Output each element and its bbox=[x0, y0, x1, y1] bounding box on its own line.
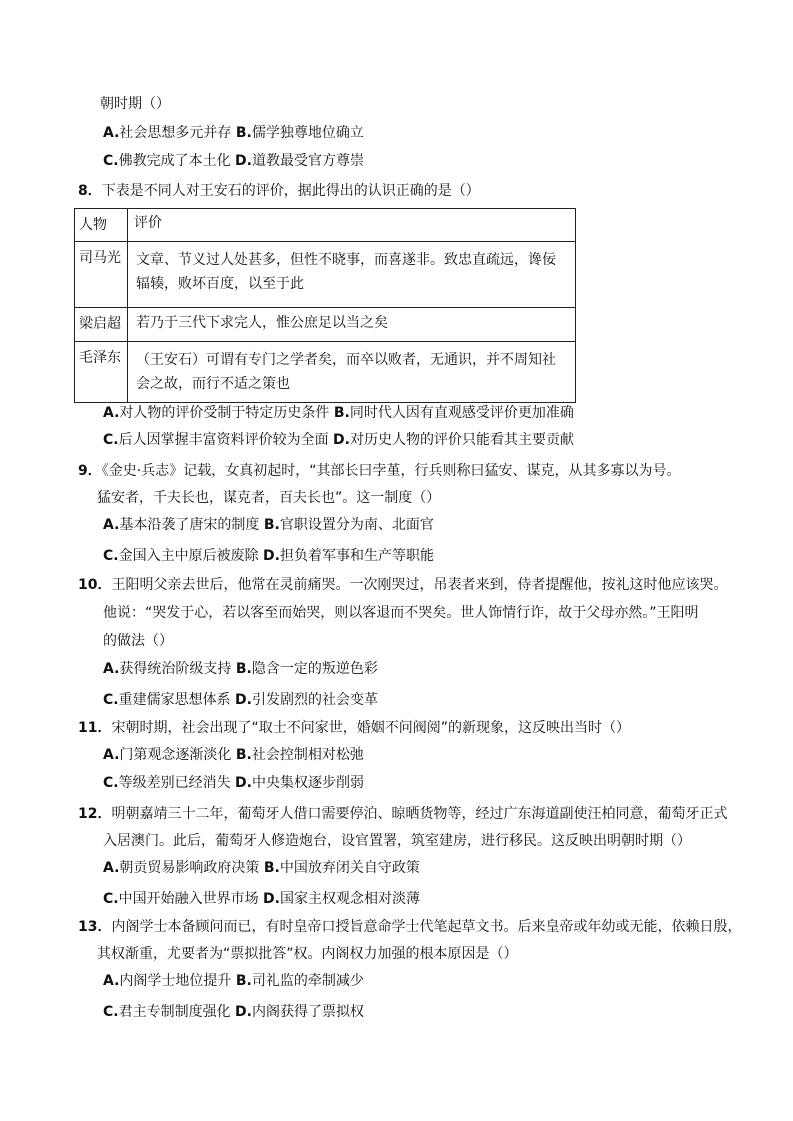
q8-options-ab bbox=[103, 404, 574, 422]
q11-option-c-text: 等级差别已经消失 bbox=[118, 775, 231, 791]
q13-option-b-text: 司礼监的牵制减少 bbox=[251, 973, 364, 989]
q13-number: 13． bbox=[78, 919, 112, 935]
q10-option-c-text: 重建儒家思想体系 bbox=[118, 692, 231, 708]
q10-stem-line3 bbox=[103, 632, 173, 650]
q7-options-cd bbox=[103, 152, 364, 170]
q9-option-c-label[interactable]: C. bbox=[103, 548, 119, 564]
header-evaluation: 评价 bbox=[128, 209, 576, 242]
row-person: 梁启超 bbox=[75, 308, 128, 342]
q13-stem-line1 bbox=[78, 918, 741, 936]
table-header-row bbox=[75, 209, 576, 242]
q8-option-a-label[interactable]: A. bbox=[103, 405, 120, 421]
q8-option-b-text: 同时代人因有直观感受评价更加准确 bbox=[349, 405, 574, 421]
q10-option-c-label[interactable]: C. bbox=[103, 692, 119, 708]
row-person: 司马光 bbox=[75, 242, 128, 308]
q10-stem-text: 王阳明父亲去世后，他常在灵前痛哭。一次刚哭过，吊表者来到，侍者提醒他，按礼这时他应该哭。 bbox=[111, 577, 728, 593]
q7-stem-tail bbox=[100, 95, 170, 113]
q7-stem-text: 朝时期（） bbox=[100, 96, 170, 112]
q13-stem-text: 其权渐重，尤要者为“票拟批答”权。内阁权力加强的根本原因是（） bbox=[97, 946, 518, 962]
q10-options-ab bbox=[103, 660, 378, 678]
q11-option-b-label[interactable]: B. bbox=[235, 747, 252, 763]
q11-option-b-text: 社会控制相对松弛 bbox=[251, 747, 364, 763]
q12-stem-line1 bbox=[78, 805, 727, 823]
q12-stem-text: 入居澳门。此后，葡萄牙人修造炮台，设官置署，筑室建房，进行移民。这反映出明朝时期（） bbox=[103, 833, 691, 849]
q9-options-ab bbox=[103, 516, 434, 534]
q13-option-a-text: 内阁学士地位提升 bbox=[119, 973, 232, 989]
q7-option-b-label[interactable]: B. bbox=[235, 125, 252, 141]
q7-options-ab bbox=[103, 124, 364, 142]
q12-option-a-label[interactable]: A. bbox=[103, 860, 120, 876]
q13-option-d-label[interactable]: D. bbox=[235, 1004, 252, 1020]
q10-option-b-label[interactable]: B. bbox=[235, 661, 252, 677]
q9-stem-text: 猛安者，千夫长也，谋克者，百夫长也”。这一制度（） bbox=[97, 490, 441, 506]
table-row bbox=[75, 242, 576, 308]
q11-options-cd bbox=[103, 774, 364, 792]
q10-stem-line1 bbox=[78, 576, 727, 594]
q10-option-d-label[interactable]: D. bbox=[235, 692, 252, 708]
q11-option-a-text: 门第观念逐渐淡化 bbox=[119, 747, 232, 763]
q12-number: 12． bbox=[78, 806, 112, 822]
q8-number: 8． bbox=[78, 183, 102, 199]
q11-option-a-label[interactable]: A. bbox=[103, 747, 120, 763]
q12-option-a-text: 朝贡贸易影响政府决策 bbox=[119, 860, 260, 876]
q7-option-a-text: 社会思想多元并存 bbox=[119, 125, 232, 141]
q12-options-ab bbox=[103, 859, 420, 877]
q11-options-ab bbox=[103, 746, 364, 764]
row-evaluation: 若乃于三代下求完人，惟公庶足以当之矣 bbox=[128, 308, 576, 342]
q13-option-b-label[interactable]: B. bbox=[235, 973, 252, 989]
q8-option-b-label[interactable]: B. bbox=[333, 405, 350, 421]
q9-option-a-label[interactable]: A. bbox=[103, 517, 120, 533]
q9-options-cd bbox=[103, 547, 434, 565]
q8-option-c-label[interactable]: C. bbox=[103, 432, 119, 448]
row-evaluation: （王安石）可谓有专门之学者矣，而卒以败者，无通识，并不周知社会之故，而行不适之策也 bbox=[128, 342, 576, 403]
q8-option-d-text: 对历史人物的评价只能看其主要贡献 bbox=[350, 432, 574, 448]
q11-option-c-label[interactable]: C. bbox=[103, 775, 119, 791]
q12-stem-text: 明朝嘉靖三十二年，葡萄牙人借口需要停泊、晾晒货物等，经过广东海道副使汪柏同意，葡萄牙正式 bbox=[111, 806, 728, 822]
q10-option-a-text: 获得统治阶级支持 bbox=[119, 661, 232, 677]
q8-option-c-text: 后人因掌握丰富资料评价较为全面 bbox=[118, 432, 329, 448]
q8-options-cd bbox=[103, 431, 574, 449]
q7-option-c-label[interactable]: C. bbox=[103, 153, 119, 169]
row-evaluation: 文章、节义过人处甚多，但性不晓事，而喜遂非。致忠直疏远，谗佞辐辏，败坏百度，以至于此 bbox=[128, 242, 576, 308]
q13-options-ab bbox=[103, 972, 364, 990]
q9-option-d-text: 担负着军事和生产等职能 bbox=[280, 548, 434, 564]
q11-stem-text: 宋朝时期，社会出现了“取士不问家世，婚姻不问阀阅”的新现象，这反映出当时（） bbox=[111, 720, 630, 736]
q12-option-b-label[interactable]: B. bbox=[263, 860, 280, 876]
q7-option-d-label[interactable]: D. bbox=[235, 153, 252, 169]
q9-option-c-text: 金国入主中原后被废除 bbox=[118, 548, 259, 564]
q10-stem-line2 bbox=[103, 604, 699, 622]
q9-number: 9． bbox=[78, 463, 102, 479]
q12-option-c-text: 中国开始融入世界市场 bbox=[118, 891, 259, 907]
q13-option-c-label[interactable]: C. bbox=[103, 1004, 119, 1020]
q12-option-d-label[interactable]: D. bbox=[263, 891, 280, 907]
q9-stem-line1 bbox=[78, 462, 680, 480]
q12-option-b-text: 中国放弃闭关自守政策 bbox=[279, 860, 420, 876]
q9-option-b-text: 官职设置分为南、北面官 bbox=[279, 517, 434, 533]
q13-option-a-label[interactable]: A. bbox=[103, 973, 120, 989]
q10-option-d-text: 引发剧烈的社会变革 bbox=[252, 692, 378, 708]
q12-options-cd bbox=[103, 890, 420, 908]
q9-option-a-text: 基本沿袭了唐宋的制度 bbox=[119, 517, 260, 533]
q9-option-d-label[interactable]: D. bbox=[263, 548, 280, 564]
q8-option-a-text: 对人物的评价受制于特定历史条件 bbox=[119, 405, 330, 421]
q7-option-c-text: 佛教完成了本土化 bbox=[118, 153, 231, 169]
q8-stem bbox=[78, 182, 480, 200]
q9-stem-text: 《金史·兵志》记载，女真初起时，“其部长曰孛堇，行兵则称曰猛安、谋克，从其多寡以为号。 bbox=[101, 463, 681, 479]
q10-number: 10． bbox=[78, 577, 112, 593]
q7-option-b-text: 儒学独尊地位确立 bbox=[251, 125, 364, 141]
q12-option-d-text: 国家主权观念相对淡薄 bbox=[280, 891, 420, 907]
row-person: 毛泽东 bbox=[75, 342, 128, 403]
q10-options-cd bbox=[103, 691, 378, 709]
q13-stem-text: 内阁学士本备顾问而已，有时皇帝口授旨意命学士代笔起草文书。后来皇帝或年幼或无能，依赖日殷， bbox=[111, 919, 742, 935]
q11-option-d-text: 中央集权逐步削弱 bbox=[252, 775, 364, 791]
q13-option-d-text: 内阁获得了票拟权 bbox=[252, 1004, 364, 1020]
q10-stem-text: 的做法（） bbox=[103, 633, 173, 649]
q11-stem bbox=[78, 719, 630, 737]
table-row bbox=[75, 342, 576, 403]
q7-option-d-text: 道教最受官方尊崇 bbox=[252, 153, 364, 169]
q10-stem-text: 他说：“哭发于心，若以客至而始哭，则以客退而不哭矣。世人饰情行诈，故于父母亦然。”王阳明 bbox=[103, 605, 699, 621]
table-row bbox=[75, 308, 576, 342]
q12-option-c-label[interactable]: C. bbox=[103, 891, 119, 907]
q8-option-d-label[interactable]: D. bbox=[333, 432, 350, 448]
q9-option-b-label[interactable]: B. bbox=[263, 517, 280, 533]
q12-stem-line2 bbox=[103, 832, 691, 850]
q9-stem-line2 bbox=[97, 489, 440, 507]
q8-stem-text: 下表是不同人对王安石的评价，据此得出的认识正确的是（） bbox=[101, 183, 480, 199]
q13-options-cd bbox=[103, 1003, 364, 1021]
q11-number: 11． bbox=[78, 720, 112, 736]
q13-option-c-text: 君主专制制度强化 bbox=[118, 1004, 231, 1020]
q11-option-d-label[interactable]: D. bbox=[235, 775, 252, 791]
q10-option-b-text: 隐含一定的叛逆色彩 bbox=[251, 661, 378, 677]
header-person: 人物 bbox=[75, 209, 128, 242]
q7-option-a-label[interactable]: A. bbox=[103, 125, 120, 141]
q8-evaluation-table bbox=[74, 208, 576, 403]
q10-option-a-label[interactable]: A. bbox=[103, 661, 120, 677]
q13-stem-line2 bbox=[97, 945, 518, 963]
